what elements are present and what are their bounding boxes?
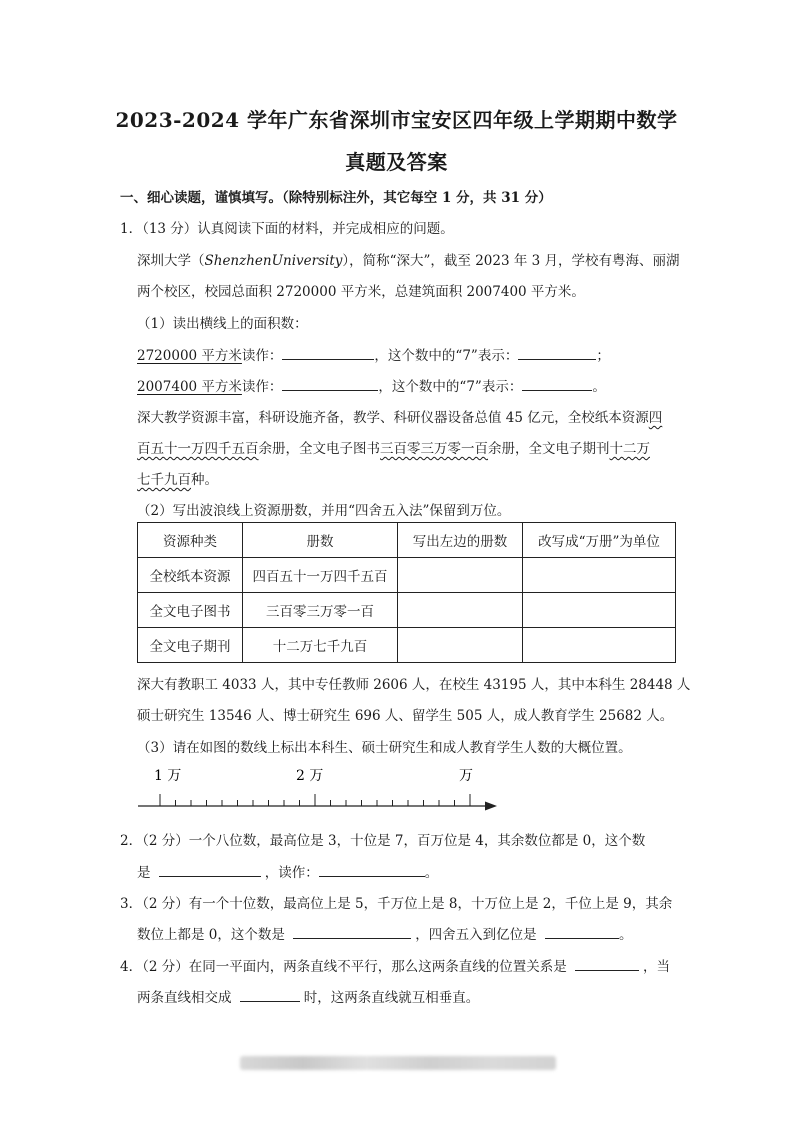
text: ，这个数中的“7”表示： — [374, 348, 519, 364]
table-cell: 全校纸本资源 — [138, 558, 243, 593]
number-line-graphic — [136, 760, 506, 820]
text: 时，这两条直线就互相垂直。 — [303, 990, 480, 1006]
q1-sub2: （2）写出波浪线上资源册数，并用“四舍五入法”保留到万位。 — [137, 503, 511, 519]
q4-line1 — [120, 955, 670, 975]
q1-paragraph-line2: 两个校区，校园总面积 2720000 平方米，总建筑面积 2007400 平方米。 — [137, 284, 585, 300]
table-cell: 十二万七千九百 — [243, 628, 398, 663]
answer-cell[interactable] — [398, 593, 523, 628]
wavy-number: 四 — [648, 410, 663, 426]
text: ； — [596, 348, 610, 364]
table-cell: 三百零三万零一百 — [243, 593, 398, 628]
tick-label: 万 — [459, 768, 473, 784]
section-heading: 一、细心读题，谨慎填写。（除特别标注外，其它每空 1 分，共 31 分） — [120, 190, 552, 206]
blurred-footer-watermark — [240, 1056, 556, 1070]
text: ），简称“深大”，截至 2023 年 3 月，学校有粤海、丽湖 — [342, 253, 680, 269]
table-header: 写出左边的册数 — [398, 523, 523, 558]
answer-blank[interactable] — [293, 924, 411, 939]
q1-heading: 1．（13 分）认真阅读下面的材料，并完成相应的问题。 — [120, 221, 454, 237]
doc-title-line1: 2023-2024 学年广东省深圳市宝安区四年级上学期期中数学 — [115, 108, 678, 132]
text: 余册，全文电子图书 — [258, 441, 380, 457]
text: 。 — [618, 927, 633, 943]
q1-paragraph-line4 — [137, 437, 650, 457]
text: 深大教学资源丰富，科研设施齐备，教学、科研仪器设备总值 45 亿元，全校纸本资源 — [137, 410, 649, 426]
table-row — [138, 628, 676, 663]
wavy-number: 三百零三万零一百 — [380, 441, 488, 457]
text: 深圳大学（ — [137, 253, 205, 269]
tick-label: 1 万 — [154, 768, 182, 784]
text: 余册，全文电子期刊 — [488, 441, 610, 457]
tick-label: 2 万 — [296, 768, 324, 784]
table-row — [138, 593, 676, 628]
text: 两条直线相交成 — [137, 990, 232, 1006]
q3-line2 — [137, 923, 632, 943]
table-cell: 全文电子期刊 — [138, 628, 243, 663]
answer-blank[interactable] — [282, 345, 374, 360]
text: ，这个数中的“7”表示： — [378, 379, 523, 395]
text: 数位上都是 0，这个数是 — [137, 927, 285, 943]
answer-cell[interactable] — [523, 593, 676, 628]
answer-blank[interactable] — [319, 862, 425, 877]
text: 。 — [424, 865, 439, 881]
wavy-number: 七千九百 — [137, 472, 191, 488]
area-number-2: 2007400 平方米 — [137, 379, 242, 395]
doc-title-line2: 真题及答案 — [345, 150, 448, 174]
text: 种。 — [191, 472, 218, 488]
table-cell: 全文电子图书 — [138, 593, 243, 628]
q1-paragraph-line7: 硕士研究生 13546 人、博士研究生 696 人、留学生 505 人，成人教育学生 25682 人。 — [137, 708, 674, 724]
q3-line1: 3．（2 分）有一个十位数，最高位上是 5，千万位上是 8，十万位上是 2，千位上是 9，其余 — [120, 896, 673, 912]
table-cell: 四百五十一万四千五百 — [243, 558, 398, 593]
text: 读作： — [241, 348, 283, 364]
answer-blank[interactable] — [159, 862, 261, 877]
answer-blank[interactable] — [518, 345, 596, 360]
table-header-row — [138, 523, 676, 558]
answer-blank[interactable] — [545, 924, 619, 939]
table-header: 册数 — [243, 523, 398, 558]
q1-read-row1 — [137, 344, 610, 364]
text: ，四舍五入到亿位是 — [415, 927, 537, 943]
text: 。 — [592, 379, 606, 395]
answer-cell[interactable] — [523, 558, 676, 593]
table-header: 改写成“万册”为单位 — [523, 523, 676, 558]
q2-line2 — [137, 861, 438, 881]
q1-paragraph-line1 — [137, 249, 680, 269]
q1-paragraph-line3 — [137, 406, 662, 426]
text: ，当 — [643, 959, 671, 975]
text: ，读作： — [264, 865, 319, 881]
q1-read-row2 — [137, 375, 606, 395]
table-row — [138, 558, 676, 593]
q1-sub3: （3）请在如图的数线上标出本科生、硕士研究生和成人教育学生人数的大概位置。 — [137, 740, 632, 756]
text: 读作： — [241, 379, 283, 395]
tick-marks — [160, 794, 470, 806]
answer-blank[interactable] — [282, 376, 378, 391]
number-line[interactable] — [136, 760, 506, 820]
answer-blank[interactable] — [575, 956, 639, 971]
wavy-number: 十二万 — [609, 441, 650, 457]
answer-cell[interactable] — [523, 628, 676, 663]
wavy-number: 百五十一万四千五百 — [137, 441, 259, 457]
answer-cell[interactable] — [398, 558, 523, 593]
q4-line2 — [137, 986, 479, 1006]
area-number-1: 2720000 平方米 — [137, 348, 242, 364]
resource-table — [137, 522, 676, 663]
university-english-name: ShenzhenUniversity — [204, 253, 343, 269]
answer-blank[interactable] — [522, 376, 592, 391]
q1-paragraph-line6: 深大有教职工 4033 人，其中专任教师 2606 人，在校生 43195 人，其中本科生 28448 人 — [137, 677, 691, 693]
q1-sub1: （1）读出横线上的面积数： — [137, 316, 308, 332]
q1-paragraph-line5 — [137, 468, 218, 488]
text: 4．（2 分）在同一平面内，两条直线不平行，那么这两条直线的位置关系是 — [120, 959, 567, 975]
answer-cell[interactable] — [398, 628, 523, 663]
table-header: 资源种类 — [138, 523, 243, 558]
answer-blank[interactable] — [240, 987, 300, 1002]
q2-line1: 2．（2 分）一个八位数，最高位是 3，十位是 7，百万位是 4，其余数位都是 0，这个数 — [120, 833, 646, 849]
text: 是 — [137, 865, 151, 881]
arrow-head-icon — [485, 802, 497, 811]
